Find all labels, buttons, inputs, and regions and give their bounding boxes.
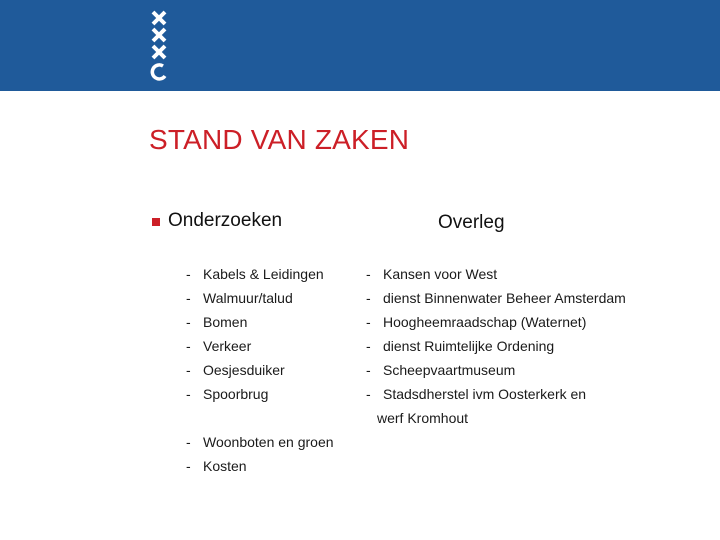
list-item-continuation: werf Kromhout (377, 410, 469, 426)
list-item: - dienst Ruimtelijke Ordening (366, 338, 555, 354)
list-item: - Oesjesduiker (186, 362, 285, 378)
list-item: - Bomen (186, 314, 248, 330)
list-item: - Scheepvaartmuseum (366, 362, 516, 378)
list-item: - Stadsdherstel ivm Oosterkerk en (366, 386, 587, 402)
list-item: - Kabels & Leidingen (186, 266, 324, 282)
header-band (0, 0, 720, 91)
page-title: STAND VAN ZAKEN (149, 124, 410, 155)
list-item: - Verkeer (186, 338, 252, 354)
list-spacer (186, 406, 334, 430)
amsterdam-logo-icon (146, 8, 172, 84)
heading-onderzoeken (152, 210, 282, 232)
list-item: - Kansen voor West (366, 266, 498, 282)
list-item: - Hoogheemraadschap (Waternet) (366, 314, 587, 330)
list-item: - Kosten (186, 458, 247, 474)
heading-overleg: Overleg (438, 212, 505, 233)
onderzoeken-list (186, 262, 334, 478)
overleg-list (366, 262, 626, 430)
heading-onderzoeken-label: Onderzoeken (168, 210, 283, 231)
list-item: - Woonboten en groen (186, 434, 334, 450)
list-item: - Walmuur/talud (186, 290, 293, 306)
list-item: - dienst Binnenwater Beheer Amsterdam (366, 290, 626, 306)
list-item: - Spoorbrug (186, 386, 269, 402)
square-bullet-icon (152, 218, 160, 226)
